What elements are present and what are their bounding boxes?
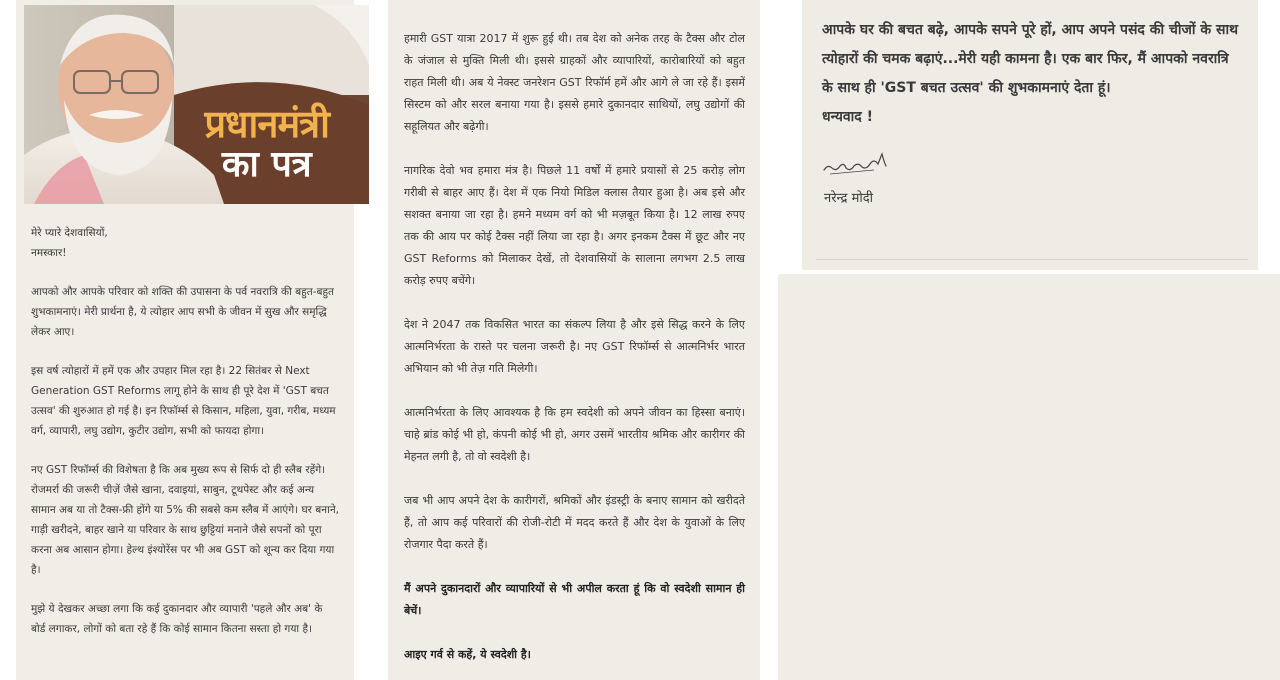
hero-banner [24,5,369,204]
bold-paragraph: आइए गर्व से कहें, ये स्वदेशी है। [404,648,531,661]
greeting: मेरे प्यारे देशवासियों, [31,227,108,239]
divider [816,259,1248,260]
paragraph: आपको और आपके परिवार को शक्ति की उपासना के पर्व नवरात्रि की बहुत-बहुत शुभकामनाएं। मेरी प्रार्थना है, ये त्योहार आप सभी के जीवन में सुख और समृद्धि लेकर आए। [31,286,335,338]
letter-column-2-text [404,28,745,680]
bold-paragraph: मैं अपने दुकानदारों और व्यापारियों से भी अपील करता हूं कि वो स्वदेशी सामान ही बेचें। [404,582,745,617]
signature-image [822,150,892,178]
closing-paragraph: आपके घर की बचत बढ़े, आपके सपने पूरे हों, आप अपने पसंद की चीजों के साथ त्योहारों की चमक बढ़ाएं...मेरी यही कामना है। एक बार फिर, मैं आपको नवरात्रि के साथ ही 'GST बचत उत्सव' की शुभकामनाएं देता हूं। [822,22,1239,96]
paragraph: मुझे ये देखकर अच्छा लगा कि कई दुकानदार और व्यापारी 'पहले और अब' के बोर्ड लगाकर, लोगों को बता रहे हैं कि कोई सामान कितना सस्ता हो गया है। [31,603,323,635]
paragraph: देश ने 2047 तक विकसित भारत का संकल्प लिया है और इसे सिद्ध करने के लिए आत्मनिर्भरता के रास्ते पर चलना जरूरी है। नए GST रिफॉर्म्स से आत्मनिर्भर भारत अभियान को भी तेज़ गति मिलेगी। [404,318,745,375]
hero-title-line-1: प्रधानमंत्री [204,102,329,146]
paragraph: नागरिक देवो भव हमारा मंत्र है। पिछले 11 वर्षों में हमारे प्रयासों से 25 करोड़ लोग गरीबी से बाहर आए हैं। देश में एक नियो मिडिल क्लास तैयार हुआ है। अब इसे और सशक्त बनाया जा रहा है। हमने मध्यम वर्ग को भी मज़बूत किया है। 12 लाख रुपए तक की आय पर कोई टैक्स नहीं लिया जा रहा है। अगर इनकम टैक्स में छूट और नए GST Reforms को मिलाकर देखें, तो देशवासियों के सालाना लगभग 2.5 लाख करोड़ रुपए बचेंगे। [404,164,746,287]
hero-title-line-2: का पत्र [221,144,312,185]
empty-panel [778,274,1280,680]
paragraph: आत्मनिर्भरता के लिए आवश्यक है कि हम स्वदेशी को अपने जीवन का हिस्सा बनाएं। चाहे ब्रांड कोई भी हो, कंपनी कोई भी हो, अगर उसमें भारतीय श्रमिक और कारीगर की मेहनत लगी है, तो वो स्वदेशी है। [404,406,745,463]
thanks: धन्यवाद ! [822,109,873,125]
paragraph: नए GST रिफॉर्म्स की विशेषता है कि अब मुख्य रूप से सिर्फ दो ही स्लैब रहेंगे। रोजमर्रा की जरूरी चीज़ें जैसे खाना, दवाइयां, साबुन, टूथपेस्ट और कई अन्य सामान अब या तो टैक्स-फ्री होंगे या 5% की सबसे कम स्लैब में आएंगे। घर बनाने, गाड़ी खरीदने, बाहर खाने या परिवार के साथ छुट्टियां मनाने जैसे सपनों को पूरा करना अब आसान होगा। हेल्थ इंश्योरेंस पर भी अब GST को शून्य कर दिया गया है। [31,464,339,576]
signer-name: नरेन्द्र मोदी [824,191,873,206]
namaskar: नमस्कार! [31,247,67,259]
paragraph: जब भी आप अपने देश के कारीगरों, श्रमिकों और इंडस्ट्री के बनाए सामान को खरीदते हैं, तो आप कई परिवारों की रोजी-रोटी में मदद करते हैं और देश के युवाओं के लिए रोजगार पैदा करते हैं। [404,494,745,551]
paragraph: इस वर्ष त्योहारों में हमें एक और उपहार मिल रहा है। 22 सितंबर से Next Generation GST Reforms लागू होने के साथ ही पूरे देश में 'GST बचत उत्सव' की शुरुआत हो गई है। इन रिफॉर्म्स से किसान, महिला, युवा, गरीब, मध्यम वर्ग, व्यापारी, लघु उद्योग, कुटीर उद्योग, सभी को फायदा होगा। [31,365,336,437]
letter-column-1-text [31,223,339,658]
hero-title [204,102,329,185]
paragraph: हमारी GST यात्रा 2017 में शुरू हुई थी। तब देश को अनेक तरह के टैक्स और टोल के जंजाल से मुक्ति मिली थी। इससे ग्राहकों और व्यापारियों, कारोबारियों को बहुत राहत मिली थी। अब ये नेक्स्ट जनरेशन GST रिफॉर्म हमें और आगे ले जा रहे हैं। इसमें सिस्टम को और सरल बनाया गया है। इससे हमारे दुकानदार साथियों, लघु उद्योगों की सहूलियत और बढ़ेगी। [404,32,745,133]
letter-column-3-text [822,16,1240,132]
